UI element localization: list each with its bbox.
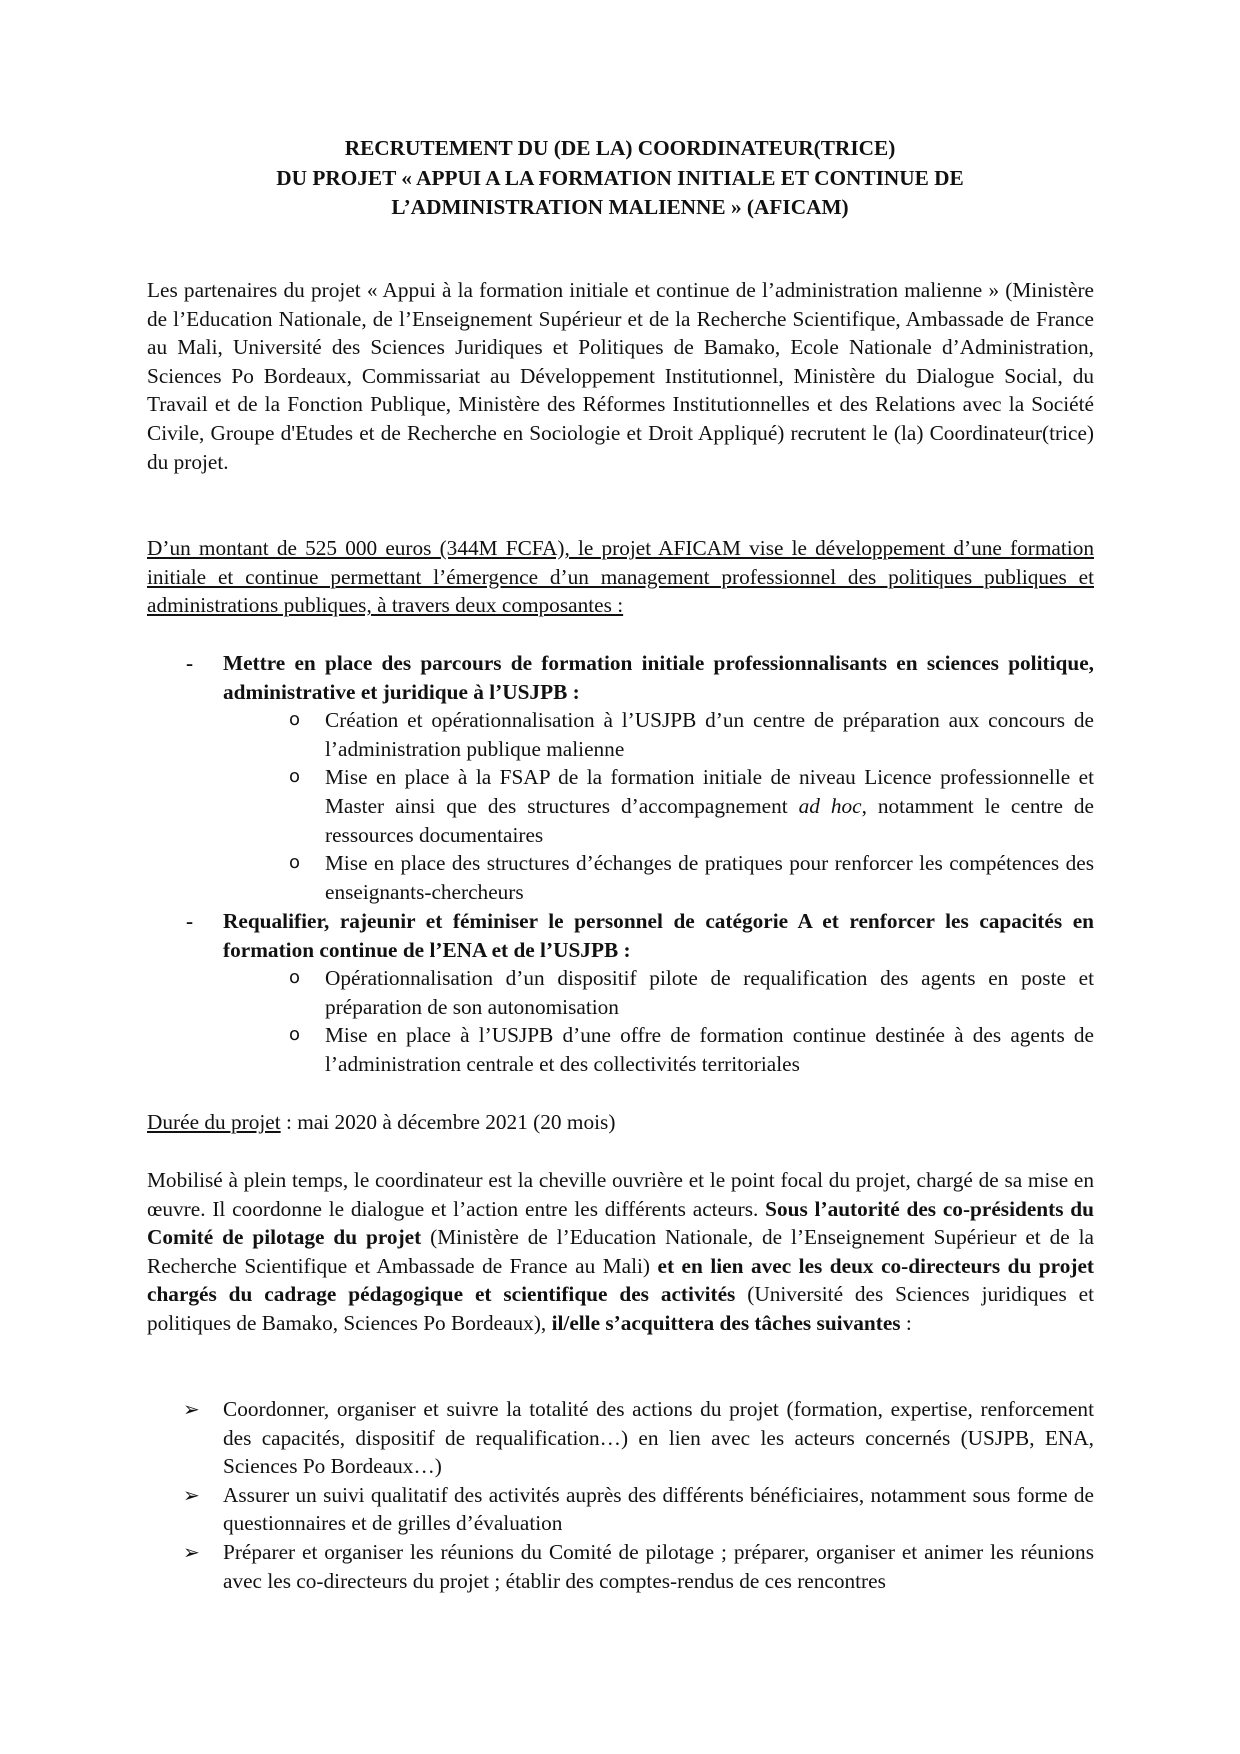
list-item-italic-text: ad hoc [798, 793, 862, 818]
mission-paragraph [147, 1166, 1094, 1338]
title-line-3: L’ADMINISTRATION MALIENNE » (AFICAM) [391, 195, 849, 219]
component-2-items [147, 964, 1094, 1078]
list-item-text: Création et opérationnalisation à l’USJPB d’un centre de préparation aux concours de l’administration publique malienne [325, 708, 1094, 761]
mission-text: (Ministère de l’Education Nationale, de l’Enseignement Supérieur et de la Recherche Scientifique et Ambassade de France au Mali) [147, 1225, 1094, 1278]
duration-value: : mai 2020 à décembre 2021 (20 mois) [280, 1110, 616, 1134]
title-line-2: DU PROJET « APPUI A LA FORMATION INITIALE ET CONTINUE DE [276, 165, 964, 190]
arrow-bullet-icon: ➢ [183, 1397, 200, 1421]
duration-line [147, 1108, 1094, 1137]
tasks-list [147, 1395, 1094, 1595]
component-2-heading: Requalifier, rajeunir et féminiser le personnel de catégorie A et renforcer les capacités en formation continue de l’ENA et de l’USJPB : [223, 909, 1094, 962]
component-2 [147, 907, 1094, 1079]
circle-bullet-icon: o [289, 1024, 301, 1046]
list-item [183, 1395, 1094, 1481]
mission-text: Mobilisé à plein temps, le coordinateur est la cheville ouvrière et le point focal du projet, chargé de sa mise en œuvre. Il coordonne le dialogue et l’action entre les différents acteurs. [147, 1168, 1094, 1221]
circle-bullet-icon: o [289, 766, 301, 788]
document-title [150, 134, 1090, 223]
list-item-text: , notamment le centre de ressources documentaires [325, 793, 1094, 847]
duration-label: Durée du projet [147, 1110, 281, 1134]
arrow-bullet-icon: ➢ [183, 1539, 200, 1564]
mission-bold-text: Sous l’autorité des co-présidents du Comité de pilotage du projet [147, 1196, 1094, 1250]
mission-text: (Université des Sciences juridiques et politiques de Bamako, Sciences Po Bordeaux), [147, 1282, 1094, 1335]
list-item-text: Mise en place à l’USJPB d’une offre de formation continue destinée à des agents de l’administration centrale et des collectivités territoriales [325, 1023, 1094, 1076]
mission-bold-text: et en lien avec les deux co-directeurs du projet chargés du cadrage pédagogique et scientifique des activités [147, 1253, 1094, 1307]
circle-bullet-icon: o [289, 967, 301, 989]
dash-bullet: - [186, 909, 194, 933]
list-item [289, 1021, 1094, 1078]
list-item [289, 706, 1094, 763]
list-item-text: Mise en place à la FSAP de la formation initiale de niveau Licence professionnelle et Master ainsi que des structures d’accompagnement [325, 765, 1094, 818]
list-item [183, 1538, 1094, 1595]
list-item-text: Mise en place des structures d’échanges de pratiques pour renforcer les compétences des enseignants-chercheurs [325, 851, 1094, 904]
mission-bold-text: il/elle s’acquittera des tâches suivantes [551, 1310, 901, 1335]
component-1-items [147, 706, 1094, 906]
component-1 [147, 649, 1094, 906]
arrow-bullet-icon: ➢ [183, 1482, 200, 1507]
list-item [183, 1481, 1094, 1538]
circle-bullet-icon: o [289, 709, 301, 731]
project-summary-paragraph: D’un montant de 525 000 euros (344M FCFA), le projet AFICAM vise le développement d’une formation initiale et continue permettant l’émergence d’un management professionnel des politiques publiques et administrations publiques, à travers deux composantes : [147, 536, 1094, 618]
circle-bullet-icon: o [289, 852, 301, 874]
task-text: Assurer un suivi qualitatif des activités auprès des différents bénéficiaires, notamment sous forme de questionnaires et de grilles d’évaluation [223, 1482, 1094, 1536]
list-item-text: Opérationnalisation d’un dispositif pilote de requalification des agents en poste et préparation de son autonomisation [325, 966, 1094, 1019]
list-item [289, 849, 1094, 906]
list-item [289, 763, 1094, 849]
title-line-1: RECRUTEMENT DU (DE LA) COORDINATEUR(TRICE) [344, 136, 896, 160]
component-1-heading: Mettre en place des parcours de formation initiale professionnalisants en sciences politique, administrative et juridique à l’USJPB : [223, 651, 1094, 704]
dash-bullet: - [186, 651, 194, 675]
list-item [289, 964, 1094, 1021]
task-text: Coordonner, organiser et suivre la totalité des actions du projet (formation, expertise, renforcement des capacités, dispositif de requalification…) en lien avec les acteurs concernés (USJPB, ENA, Sciences Po Bordeaux…) [223, 1397, 1094, 1479]
task-text: Préparer et organiser les réunions du Comité de pilotage ; préparer, organiser et animer les réunions avec les co-directeurs du projet ; établir des comptes-rendus de ces rencontres [223, 1539, 1094, 1593]
intro-paragraph: Les partenaires du projet « Appui à la formation initiale et continue de l’administration malienne » (Ministère de l’Education Nationale, de l’Enseignement Supérieur et de la Recherche Scientifique, Ambassade de France au Mali, Université des Sciences Juridiques et Politiques de Bamako, Ecole Nationale d’Administration, Sciences Po Bordeaux, Commissariat au Développement Institutionnel, Ministère du Dialogue Social, du Travail et de la Fonction Publique, Ministère des Réformes Institutionnelles et des Relations avec la Société Civile, Groupe d'Etudes et de Recherche en Sociologie et Droit Appliqué) recrutent le (la) Coordinateur(trice) du projet. [147, 278, 1094, 474]
mission-text: : [900, 1310, 912, 1335]
